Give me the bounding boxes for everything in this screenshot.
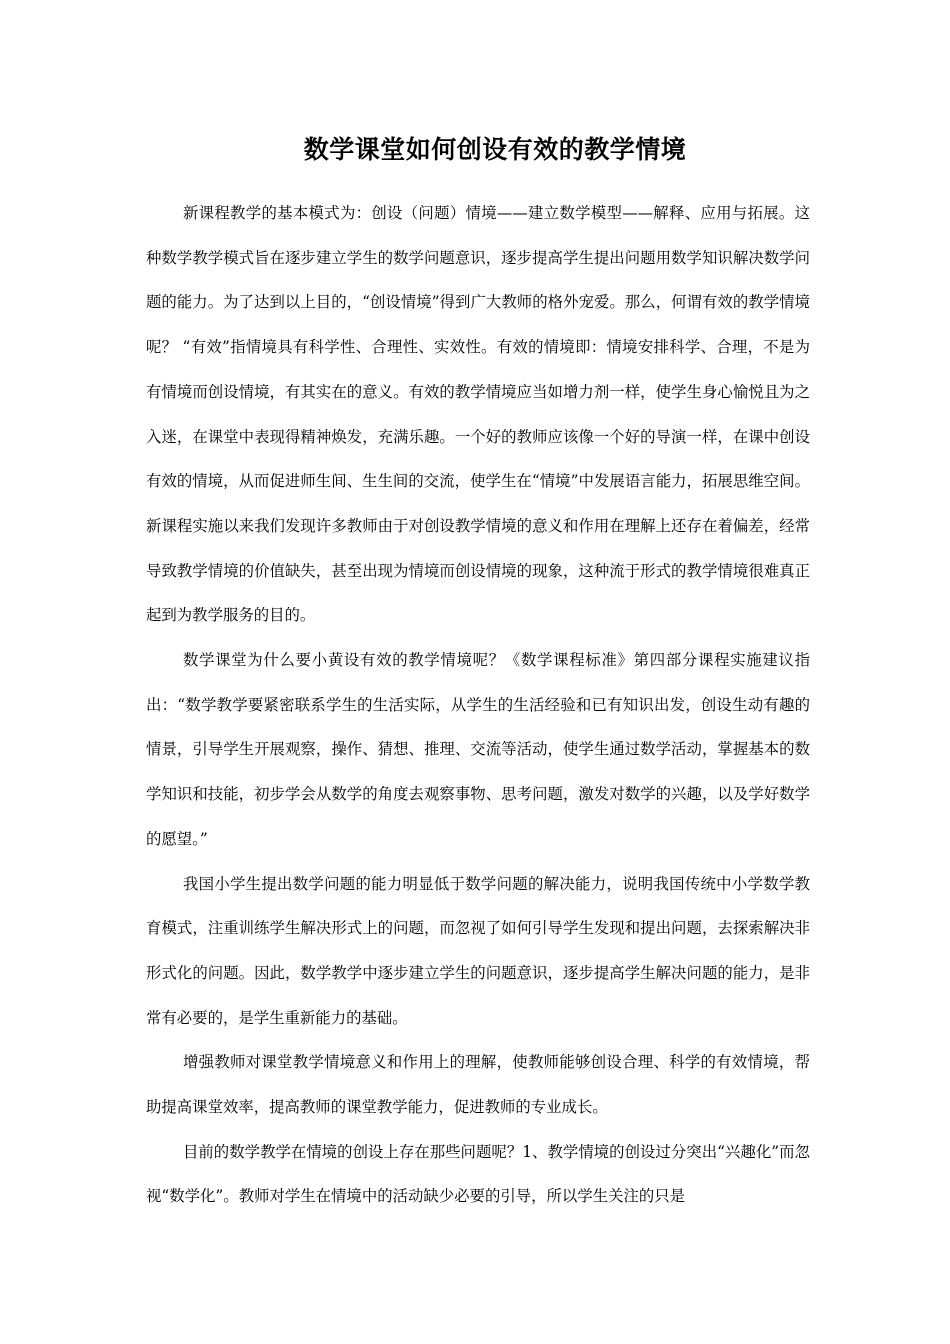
paragraph-4: 增强教师对课堂教学情境意义和作用上的理解，使教师能够创设合理、科学的有效情境，帮助提高课堂效率，提高教师的课堂教学能力，促进教师的专业成长。: [146, 1053, 810, 1117]
paragraph-5: 目前的数学教学在情境的创设上存在那些问题呢？1、教学情境的创设过分突出“兴趣化”而忽视“数学化”。教师对学生在情境中的活动缺少必要的引导，所以学生关注的只是: [146, 1142, 810, 1206]
document-body: [146, 191, 810, 1219]
document-title: 数学课堂如何创设有效的教学情境: [303, 135, 687, 164]
paragraph-3: 我国小学生提出数学问题的能力明显低于数学问题的解决能力，说明我国传统中小学数学教育模式，注重训练学生解决形式上的问题，而忽视了如何引导学生发现和提出问题，去探索解决非形式化的问题。因此，数学教学中逐步建立学生的问题意识，逐步提高学生解决问题的能力，是非常有必要的，是学生重新能力的基础。: [146, 874, 810, 1027]
paragraph-2: 数学课堂为什么要小黄设有效的教学情境呢？《数学课程标准》第四部分课程实施建议指出：“数学教学要紧密联系学生的生活实际，从学生的生活经验和已有知识出发，创设生动有趣的情景，引导学生开展观察，操作、猜想、推理、交流等活动，使学生通过数学活动，掌握基本的数学知识和技能，初步学会从数学的角度去观察事物、思考问题，激发对数学的兴趣，以及学好数学的愿望。”: [146, 651, 810, 848]
paragraph-1: 新课程教学的基本模式为：创设（问题）情境——建立数学模型——解释、应用与拓展。这种数学教学模式旨在逐步建立学生的数学问题意识，逐步提高学生提出问题用数学知识解决数学问题的能力。为了达到以上目的，“创设情境”得到广大教师的格外宠爱。那么，何谓有效的教学情境呢？ “有效”指情境具有科学性、合理性、实效性。有效的情境即：情境安排科学、合理，不是为有情境而创设情境，有其实在的意义。有效的教学情境应当如增力剂一样，使学生身心愉悦且为之入迷，在课堂中表现得精神焕发，充满乐趣。一个好的教师应该像一个好的导演一样，在课中创设有效的情境，从而促进师生间、生生间的交流，使学生在“情境”中发展语言能力，拓展思维空间。新课程实施以来我们发现许多教师由于对创设教学情境的意义和作用在理解上还存在着偏差，经常导致教学情境的价值缺失，甚至出现为情境而创设情境的现象，这种流于形式的教学情境很难真正起到为教学服务的目的。: [146, 204, 810, 625]
